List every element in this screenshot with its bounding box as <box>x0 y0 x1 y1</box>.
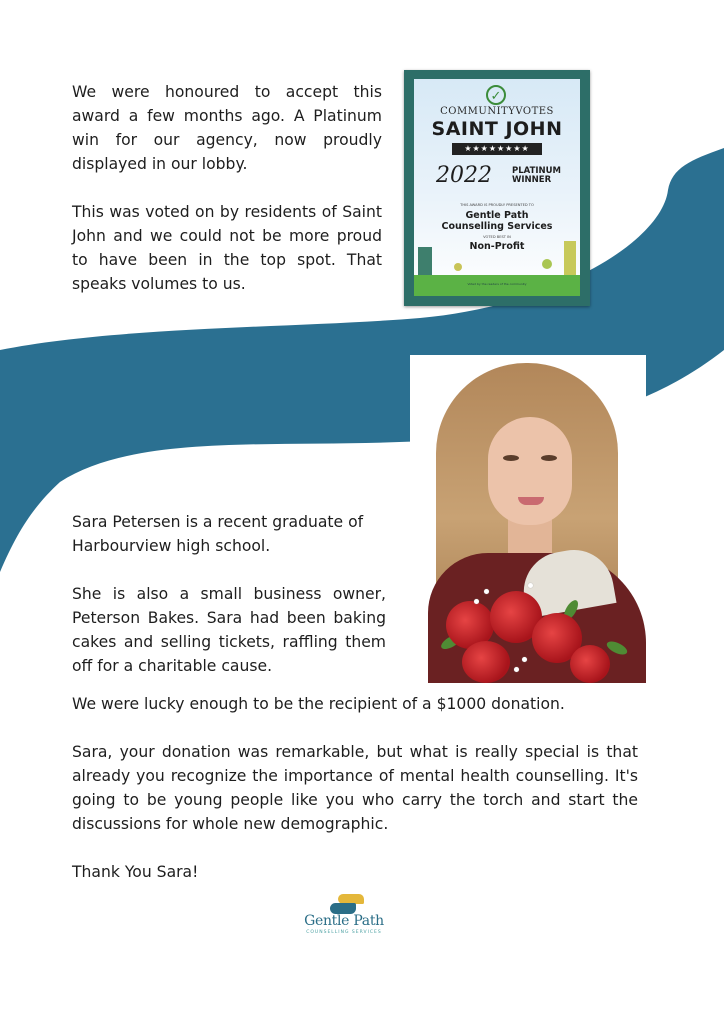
award-plaque-face <box>414 79 580 296</box>
logo-name: Gentle Path <box>304 913 384 929</box>
logo-tagline: COUNSELLING SERVICES <box>306 930 382 935</box>
sara-text <box>72 510 386 678</box>
closing-paragraph-thanks: Thank You Sara! <box>72 863 199 881</box>
rose-icon <box>570 645 610 683</box>
plaque-brand: COMMUNITYVOTES <box>440 106 554 117</box>
babys-breath-icon <box>474 599 479 604</box>
plaque-category: Non-Profit <box>469 241 525 252</box>
sara-paragraph-graduate: Sara Petersen is a recent graduate of Harbourview high school. <box>72 513 364 555</box>
closing-paragraph-remarkable: Sara, your donation was remarkable, but what is really special is that already you recognize the importance of mental health counselling. It's going to be young people like you who carry the torch and start the discussions for whole new demographic. <box>72 743 638 833</box>
plaque-tier <box>512 167 561 185</box>
babys-breath-icon <box>528 583 533 588</box>
plaque-tier-line-1: PLATINUM <box>512 166 561 176</box>
plaque-organization <box>414 210 580 232</box>
intro-paragraph-voting: This was voted on by residents of Saint John and we could not be more proud to have been in the top spot. That speaks volumes to us. <box>72 203 382 293</box>
checkmark-icon: ✓ <box>486 85 506 105</box>
intro-text <box>72 80 382 296</box>
photo-smile <box>518 497 544 505</box>
photo-eye <box>541 455 557 461</box>
sara-paragraph-business: She is also a small business owner, Peterson Bakes. Sara had been baking cakes and selling tickets, raffling them off for a charitable cause. <box>72 585 386 675</box>
gentle-path-logo <box>292 894 396 942</box>
babys-breath-icon <box>484 589 489 594</box>
plaque-stars: ★★★★★★★★ <box>452 143 542 155</box>
award-plaque-image <box>404 70 590 306</box>
babys-breath-icon <box>514 667 519 672</box>
closing-paragraph-donation: We were lucky enough to be the recipient of a $1000 donation. <box>72 695 565 713</box>
tree-icon <box>454 263 462 271</box>
building-icon <box>418 247 432 277</box>
tree-icon <box>542 259 552 269</box>
plaque-organization-line-1: Gentle Path <box>465 210 529 221</box>
rose-icon <box>462 641 510 683</box>
plaque-fine-print: Voted by the readers of the community <box>467 282 527 286</box>
intro-paragraph-award: We were honoured to accept this award a few months ago. A Platinum win for our agency, now proudly displayed in our lobby. <box>72 83 382 173</box>
photo-face <box>488 417 572 525</box>
plaque-voted-best-in: VOTED BEST IN <box>483 235 511 239</box>
plaque-year: 2022 <box>436 163 492 188</box>
plaque-presented-to: THIS AWARD IS PROUDLY PRESENTED TO <box>460 203 534 207</box>
plaque-city: SAINT JOHN <box>431 118 563 140</box>
babys-breath-icon <box>522 657 527 662</box>
graduate-photo <box>410 355 646 683</box>
plaque-tier-line-2: WINNER <box>512 175 552 185</box>
plaque-organization-line-2: Counselling Services <box>441 221 553 232</box>
photo-eye <box>503 455 519 461</box>
tower-icon <box>564 241 576 277</box>
closing-text <box>72 692 638 908</box>
